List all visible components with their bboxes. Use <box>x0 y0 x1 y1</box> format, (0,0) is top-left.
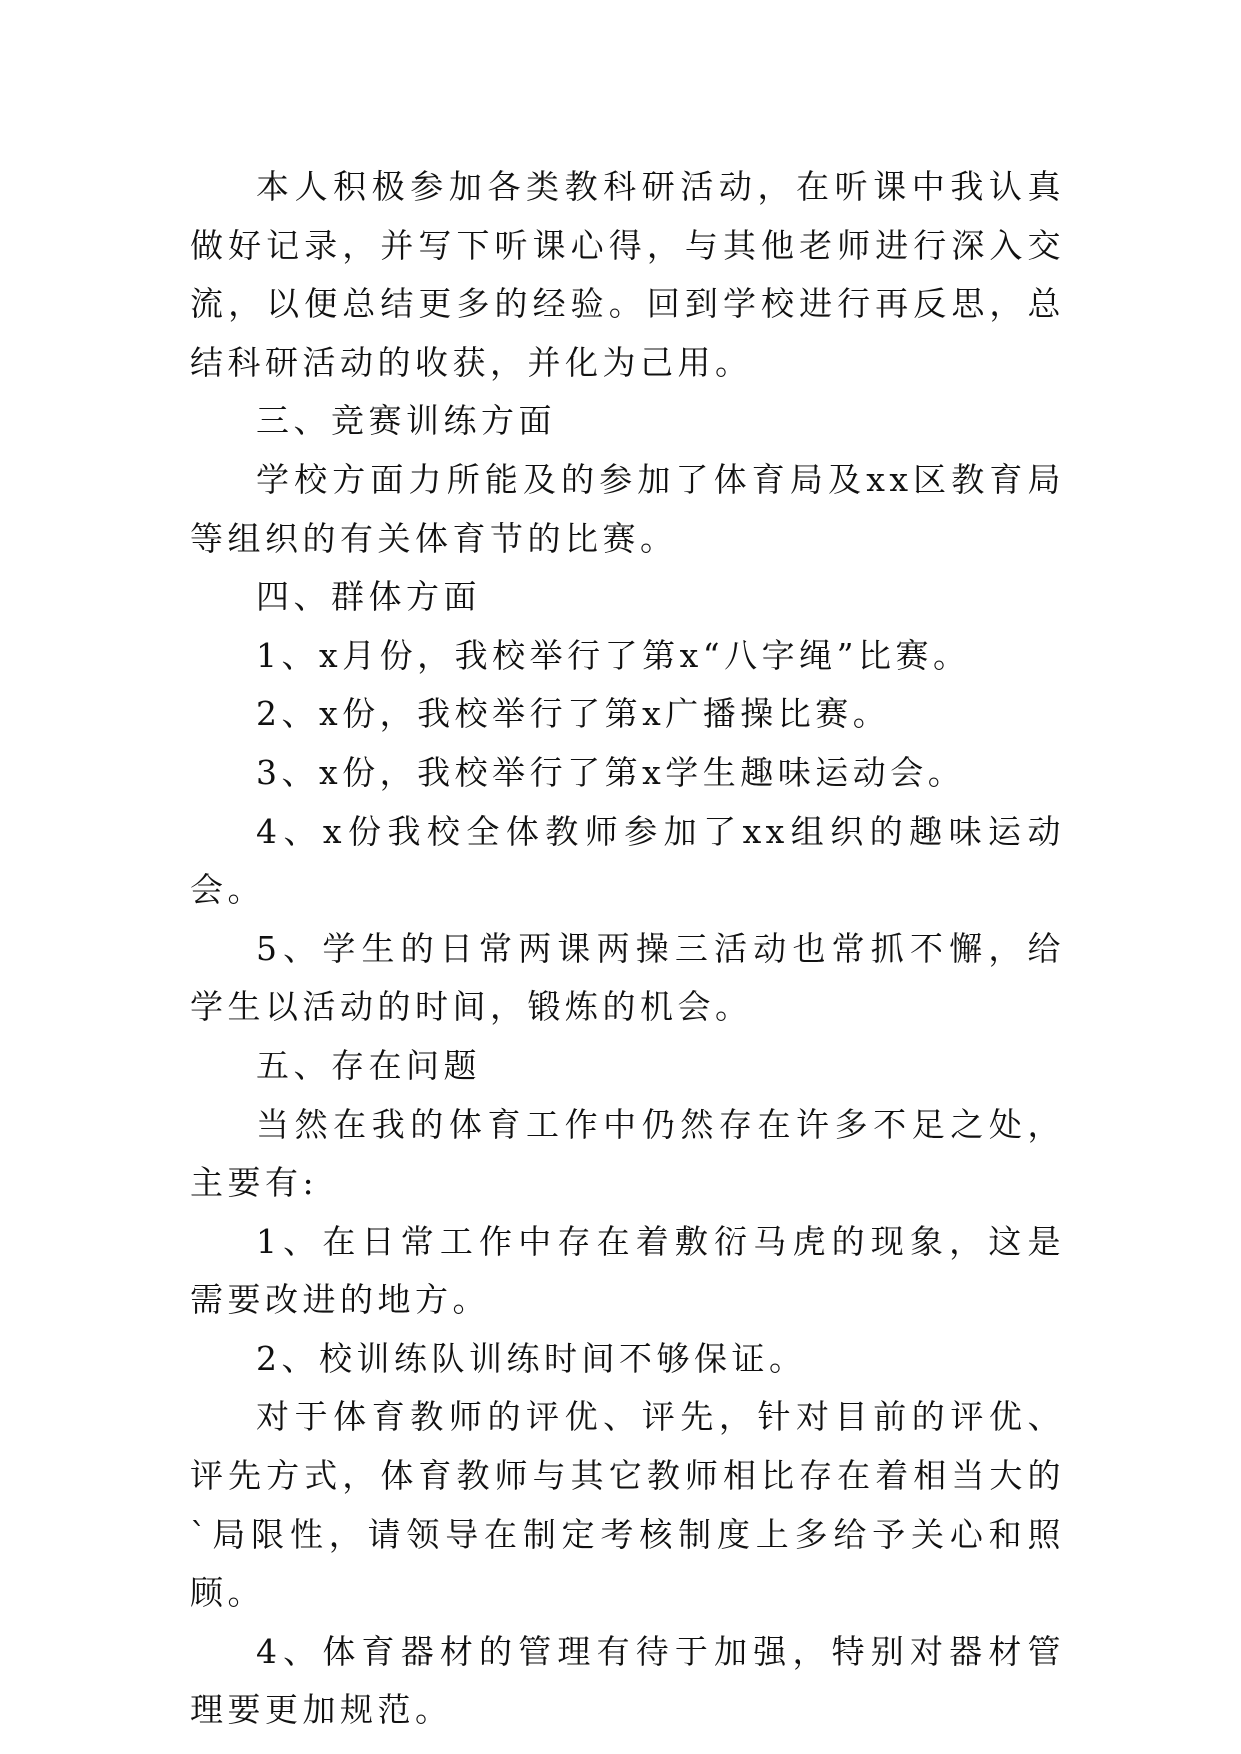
section-heading-competition-training: 三、竞赛训练方面 <box>256 401 556 441</box>
problem-item-4: 4、体育器材的管理有待于加强，特别对器材管理要更加规范。 <box>190 1631 1065 1730</box>
section-heading-group-activities: 四、群体方面 <box>256 577 481 617</box>
document-body <box>190 158 1065 1740</box>
paragraph-problems-intro: 当然在我的体育工作中仍然存在许多不足之处，主要有: <box>190 1104 1065 1203</box>
section-heading-existing-problems: 五、存在问题 <box>256 1045 481 1085</box>
paragraph-research-activities: 本人积极参加各类教科研活动，在听课中我认真做好记录，并写下听课心得，与其他老师进行深入交流，以便总结更多的经验。回到学校进行再反思，总结科研活动的收获，并化为己用。 <box>190 167 1065 382</box>
paragraph-competitions: 学校方面力所能及的参加了体育局及xx区教育局等组织的有关体育节的比赛。 <box>190 459 1065 558</box>
list-item-2: 2、x份，我校举行了第x广播操比赛。 <box>256 694 891 734</box>
list-item-1: 1、x月份，我校举行了第x“八字绳”比赛。 <box>256 635 971 675</box>
problem-item-1: 1、在日常工作中存在着敷衍马虎的现象，这是需要改进的地方。 <box>190 1221 1065 1320</box>
problem-item-evaluation: 对于体育教师的评优、评先，针对目前的评优、评先方式，体育教师与其它教师相比存在着相当大的`局限性，请领导在制定考核制度上多给予关心和照顾。 <box>190 1397 1065 1613</box>
list-item-5: 5、学生的日常两课两操三活动也常抓不懈，给学生以活动的时间，锻炼的机会。 <box>190 928 1065 1027</box>
list-item-3: 3、x份，我校举行了第x学生趣味运动会。 <box>256 752 966 792</box>
list-item-4: 4、x份我校全体教师参加了xx组织的趣味运动会。 <box>190 811 1065 910</box>
problem-item-2: 2、校训练队训练时间不够保证。 <box>256 1338 807 1378</box>
